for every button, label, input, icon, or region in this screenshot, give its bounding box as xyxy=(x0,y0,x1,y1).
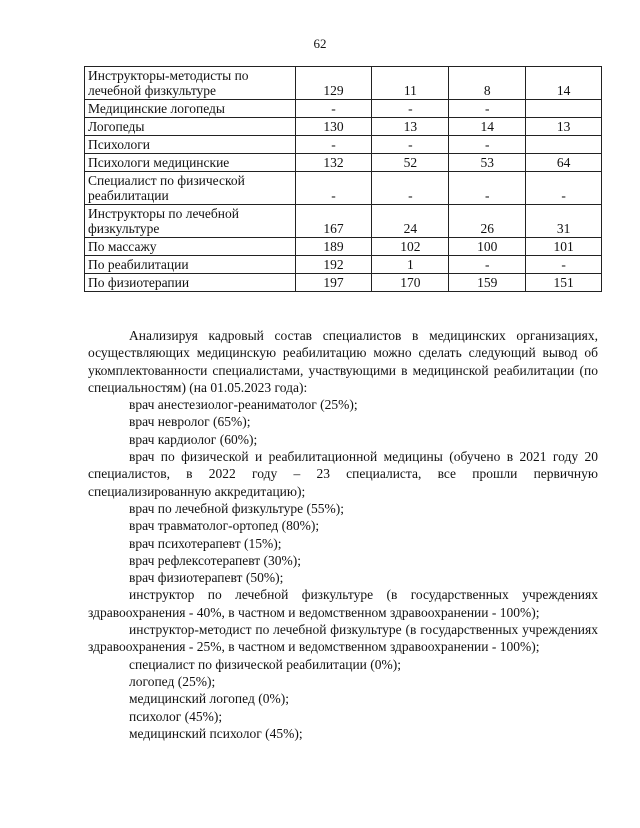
list-item: врач психотерапевт (15%); xyxy=(129,535,282,551)
table-cell: 1 xyxy=(372,256,449,274)
table-row xyxy=(85,172,602,205)
table-cell: 189 xyxy=(295,238,372,256)
list-item: врач кардиолог (60%); xyxy=(129,431,258,447)
page-number: 62 xyxy=(313,36,327,51)
table-cell: - xyxy=(372,136,449,154)
table-cell: - xyxy=(295,136,372,154)
table-cell xyxy=(526,100,602,118)
table-cell xyxy=(526,136,602,154)
table-cell: 64 xyxy=(526,154,602,172)
table-cell: 14 xyxy=(526,67,602,100)
table-cell: 130 xyxy=(295,118,372,136)
table-row xyxy=(85,136,602,154)
table-cell: 100 xyxy=(449,238,526,256)
table-cell: 24 xyxy=(372,205,449,238)
table-row xyxy=(85,256,602,274)
table-row xyxy=(85,238,602,256)
staff-table xyxy=(84,66,602,292)
table-row xyxy=(85,67,602,100)
list-item: врач анестезиолог-реаниматолог (25%); xyxy=(129,397,358,413)
list-item: инструктор-методист по лечебной физкультуре (в государственных учреждениях здравоохранения - 25%, в частном и ведомственном здравоохранении - 100%); xyxy=(88,622,598,655)
table-cell: 170 xyxy=(372,274,449,292)
table-cell: 53 xyxy=(449,154,526,172)
list-item: врач физиотерапевт (50%); xyxy=(129,570,284,586)
table-cell: 102 xyxy=(372,238,449,256)
table-cell: - xyxy=(295,172,372,205)
list-item: логопед (25%); xyxy=(129,673,216,689)
list-item: врач травматолог-ортопед (80%); xyxy=(129,518,320,534)
list-item: врач рефлексотерапевт (30%); xyxy=(129,552,302,568)
list-item: инструктор по лечебной физкультуре (в государственных учреждениях здравоохранения - 40%, в частном и ведомственном здравоохранении - 100%); xyxy=(88,587,598,620)
table-cell: - xyxy=(372,100,449,118)
row-label: Психологи медицинские xyxy=(85,154,296,172)
row-label: Инструкторы-методисты по лечебной физкультуре xyxy=(85,67,296,100)
table-row xyxy=(85,100,602,118)
table-cell: 8 xyxy=(449,67,526,100)
list-item: врач по физической и реабилитационной медицины (обучено в 2021 году 20 специалистов, в 2022 году – 23 специалиста, все прошли первичную специализированную аккредитацию); xyxy=(88,449,598,499)
row-label: Инструкторы по лечебной физкультуре xyxy=(85,205,296,238)
list-item: врач невролог (65%); xyxy=(129,414,251,430)
table-cell: 101 xyxy=(526,238,602,256)
row-label: По физиотерапии xyxy=(85,274,296,292)
table-cell: 13 xyxy=(372,118,449,136)
list-item: психолог (45%); xyxy=(129,708,223,724)
row-label: По массажу xyxy=(85,238,296,256)
table-cell: 132 xyxy=(295,154,372,172)
table-cell: 13 xyxy=(526,118,602,136)
table-row xyxy=(85,274,602,292)
table-cell: 129 xyxy=(295,67,372,100)
table-cell: - xyxy=(295,100,372,118)
table-cell: 14 xyxy=(449,118,526,136)
table-cell: 52 xyxy=(372,154,449,172)
table-row xyxy=(85,118,602,136)
row-label: По реабилитации xyxy=(85,256,296,274)
table-cell: 26 xyxy=(449,205,526,238)
table-cell: - xyxy=(449,100,526,118)
body-text xyxy=(88,327,598,742)
table-cell: 151 xyxy=(526,274,602,292)
list-item: специалист по физической реабилитации (0%); xyxy=(129,656,402,672)
list-item: врач по лечебной физкультуре (55%); xyxy=(129,500,344,516)
table-cell: 197 xyxy=(295,274,372,292)
row-label: Психологи xyxy=(85,136,296,154)
table-cell: - xyxy=(449,136,526,154)
list-item: медицинский логопед (0%); xyxy=(129,691,289,707)
table-cell: - xyxy=(526,256,602,274)
table-cell: - xyxy=(449,256,526,274)
row-label: Логопеды xyxy=(85,118,296,136)
intro-paragraph: Анализируя кадровый состав специалистов в медицинских организациях, осуществляющих медицинскую реабилитацию можно сделать следующий вывод об укомплектованности специалистами, участвующими в медицинской реабилитации (по специальностям) (на 01.05.2023 года): xyxy=(88,328,598,395)
table-cell: 167 xyxy=(295,205,372,238)
table-cell: - xyxy=(372,172,449,205)
row-label: Специалист по физической реабилитации xyxy=(85,172,296,205)
row-label: Медицинские логопеды xyxy=(85,100,296,118)
list-item: медицинский психолог (45%); xyxy=(129,725,303,741)
table-row xyxy=(85,154,602,172)
table-cell: 192 xyxy=(295,256,372,274)
table-cell: - xyxy=(449,172,526,205)
table-cell: 11 xyxy=(372,67,449,100)
table-row xyxy=(85,205,602,238)
table-cell: - xyxy=(526,172,602,205)
table-cell: 31 xyxy=(526,205,602,238)
table-cell: 159 xyxy=(449,274,526,292)
